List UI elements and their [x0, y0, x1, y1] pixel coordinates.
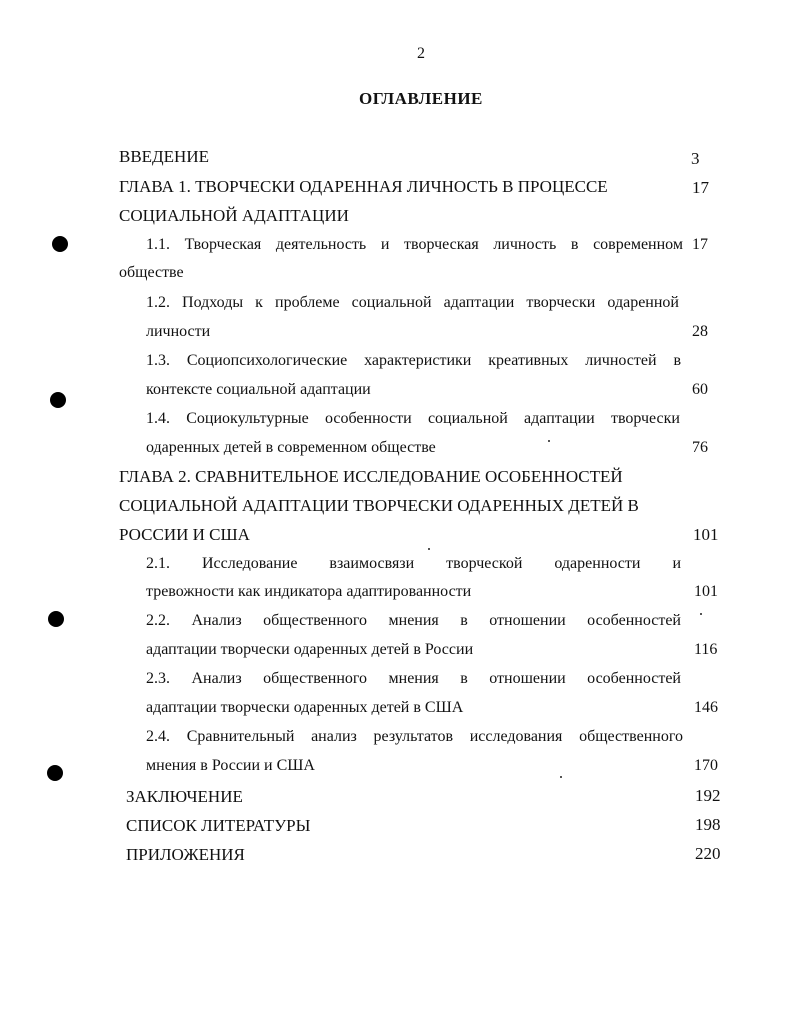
toc-appendices-label: ПРИЛОЖЕНИЯ — [126, 845, 245, 864]
toc-section-2-3-line1: 2.3. Анализ общественного мнения в отношении особенностей — [146, 670, 681, 687]
toc-intro-page: 3 — [691, 149, 700, 168]
toc-section-1-1-line2: обществе — [119, 264, 184, 281]
toc-references-label: СПИСОК ЛИТЕРАТУРЫ — [126, 816, 311, 835]
toc-ch1-title-line1: ГЛАВА 1. ТВОРЧЕСКИ ОДАРЕННАЯ ЛИЧНОСТЬ В ПРОЦЕССЕ — [119, 177, 608, 196]
scan-speck — [428, 548, 430, 550]
toc-section-2-2-page: 116 — [694, 641, 718, 658]
toc-ch2-page: 101 — [693, 525, 719, 544]
toc-section-1-2-page: 28 — [692, 323, 708, 340]
toc-section-2-1-page: 101 — [694, 583, 718, 600]
punch-hole — [47, 765, 63, 781]
punch-hole — [52, 236, 68, 252]
toc-section-2-3-line2: адаптации творчески одаренных детей в США — [146, 699, 464, 716]
punch-hole — [48, 611, 64, 627]
toc-appendices-page: 220 — [695, 844, 721, 863]
toc-section-1-4-page: 76 — [692, 439, 708, 456]
toc-section-1-4-line1: 1.4. Социокультурные особенности социальной адаптации творчески — [146, 410, 680, 427]
toc-section-2-3-page: 146 — [694, 699, 718, 716]
toc-section-1-4-line2: одаренных детей в современном обществе — [146, 439, 436, 456]
toc-section-1-3-page: 60 — [692, 381, 708, 398]
toc-section-1-2-line1: 1.2. Подходы к проблеме социальной адаптации творчески одаренной — [146, 294, 679, 311]
scan-speck — [700, 613, 702, 615]
toc-references-page: 198 — [695, 815, 721, 834]
punch-hole — [50, 392, 66, 408]
page-title: ОГЛАВЛЕНИЕ — [359, 89, 483, 108]
toc-section-2-1-line2: тревожности как индикатора адаптированности — [146, 583, 472, 600]
toc-intro-label: ВВЕДЕНИЕ — [119, 147, 209, 166]
page-number: 2 — [417, 45, 425, 62]
toc-section-2-4-page: 170 — [694, 757, 718, 774]
toc-section-1-3-line2: контексте социальной адаптации — [146, 381, 371, 398]
toc-ch1-title-line2: СОЦИАЛЬНОЙ АДАПТАЦИИ — [119, 206, 349, 225]
toc-section-1-3-line1: 1.3. Социопсихологические характеристики креативных личностей в — [146, 352, 681, 369]
toc-ch2-title-line2: СОЦИАЛЬНОЙ АДАПТАЦИИ ТВОРЧЕСКИ ОДАРЕННЫХ ДЕТЕЙ В — [119, 496, 639, 515]
toc-ch1-page: 17 — [692, 178, 709, 197]
scan-speck — [560, 776, 562, 778]
toc-conclusion-label: ЗАКЛЮЧЕНИЕ — [126, 787, 243, 806]
toc-section-2-2-line2: адаптации творчески одаренных детей в России — [146, 641, 474, 658]
toc-conclusion-page: 192 — [695, 786, 721, 805]
toc-ch2-title-line1: ГЛАВА 2. СРАВНИТЕЛЬНОЕ ИССЛЕДОВАНИЕ ОСОБЕННОСТЕЙ — [119, 467, 623, 486]
toc-section-2-1-line1: 2.1. Исследование взаимосвязи творческой одаренности и — [146, 555, 681, 572]
toc-section-2-2-line1: 2.2. Анализ общественного мнения в отношении особенностей — [146, 612, 681, 629]
toc-section-2-4-line2: мнения в России и США — [146, 757, 315, 774]
toc-ch2-title-line3: РОССИИ И США — [119, 525, 250, 544]
toc-section-2-4-line1: 2.4. Сравнительный анализ результатов исследования общественного — [146, 728, 683, 745]
toc-section-1-2-line2: личности — [146, 323, 211, 340]
toc-section-1-1-line1: 1.1. Творческая деятельность и творческая личность в современном — [146, 236, 683, 253]
toc-section-1-1-page: 17 — [692, 236, 708, 253]
scan-speck — [548, 440, 550, 442]
